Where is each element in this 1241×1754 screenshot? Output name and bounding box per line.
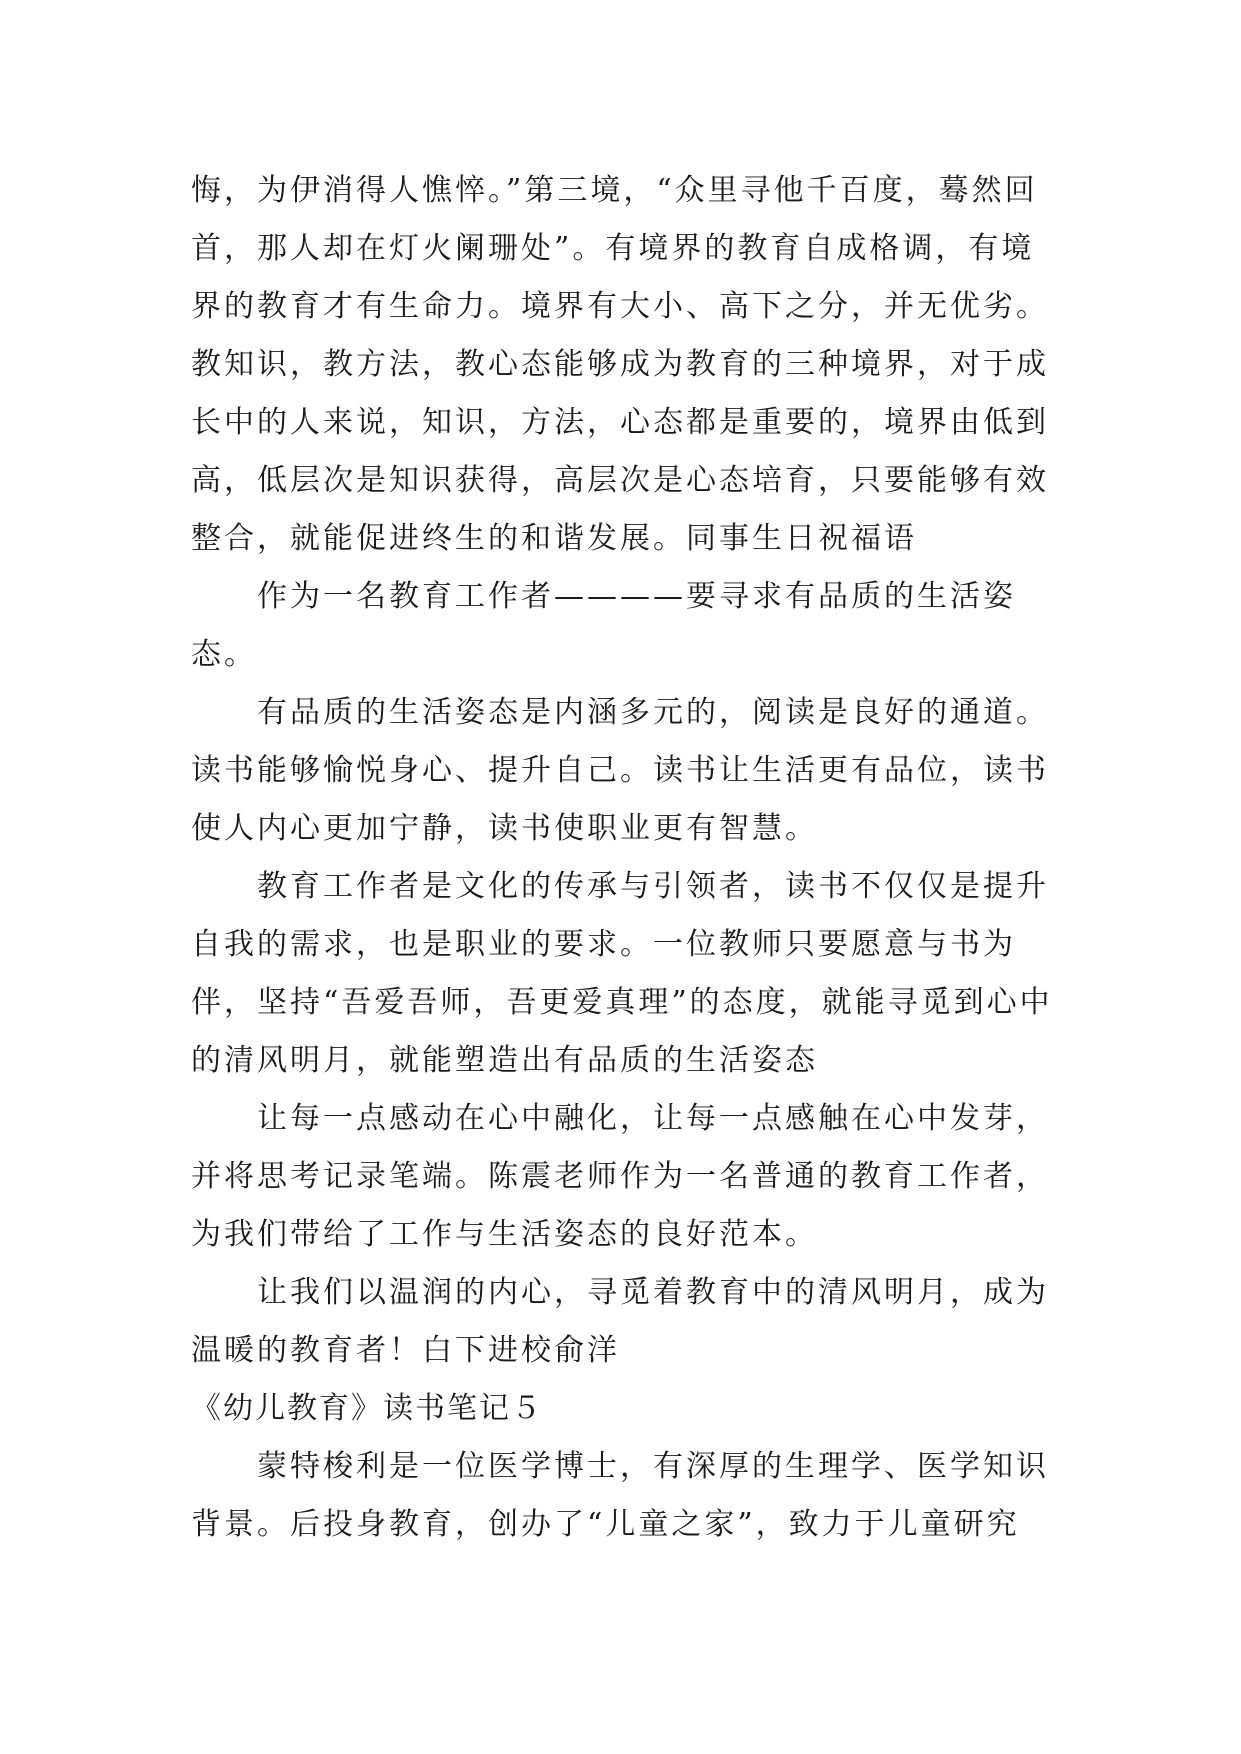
paragraph-7: 蒙特梭利是一位医学博士，有深厚的生理学、医学知识背景。后投身教育，创办了“儿童之家”，致力于儿童研究 [191, 1449, 1049, 1542]
document-body [191, 162, 1061, 1554]
paragraph-2: 作为一名教育工作者————要寻求有品质的生活姿态。 [191, 579, 1016, 672]
paragraph-6: 让我们以温润的内心，寻觅着教育中的清风明月，成为温暖的教育者！白下进校俞洋 [191, 1275, 1049, 1368]
paragraph-3: 有品质的生活姿态是内涵多元的，阅读是良好的通道。读书能够愉悦身心、提升自己。读书让生活更有品位，读书使人内心更加宁静，读书使职业更有智慧。 [191, 695, 1049, 846]
paragraph-5: 让每一点感动在心中融化，让每一点感触在心中发芽，并将思考记录笔端。陈震老师作为一名普通的教育工作者，为我们带给了工作与生活姿态的良好范本。 [191, 1101, 1049, 1252]
paragraph-1: 悔，为伊消得人憔悴。”第三境，“众里寻他千百度，蓦然回首，那人却在灯火阑珊处”。有境界的教育自成格调，有境界的教育才有生命力。境界有大小、高下之分，并无优劣。教知识，教方法，教心态能够成为教育的三种境界，对于成长中的人来说，知识，方法，心态都是重要的，境界由低到高，低层次是知识获得，高层次是心态培育，只要能够有效整合，就能促进终生的和谐发展。同事生日祝福语 [191, 173, 1049, 556]
section-heading: 《幼儿教育》读书笔记５ [191, 1391, 543, 1426]
paragraph-4: 教育工作者是文化的传承与引领者，读书不仅仅是提升自我的需求，也是职业的要求。一位教师只要愿意与书为伴，坚持“吾爱吾师，吾更爱真理”的态度，就能寻觅到心中的清风明月，就能塑造出有品质的生活姿态 [191, 869, 1053, 1078]
